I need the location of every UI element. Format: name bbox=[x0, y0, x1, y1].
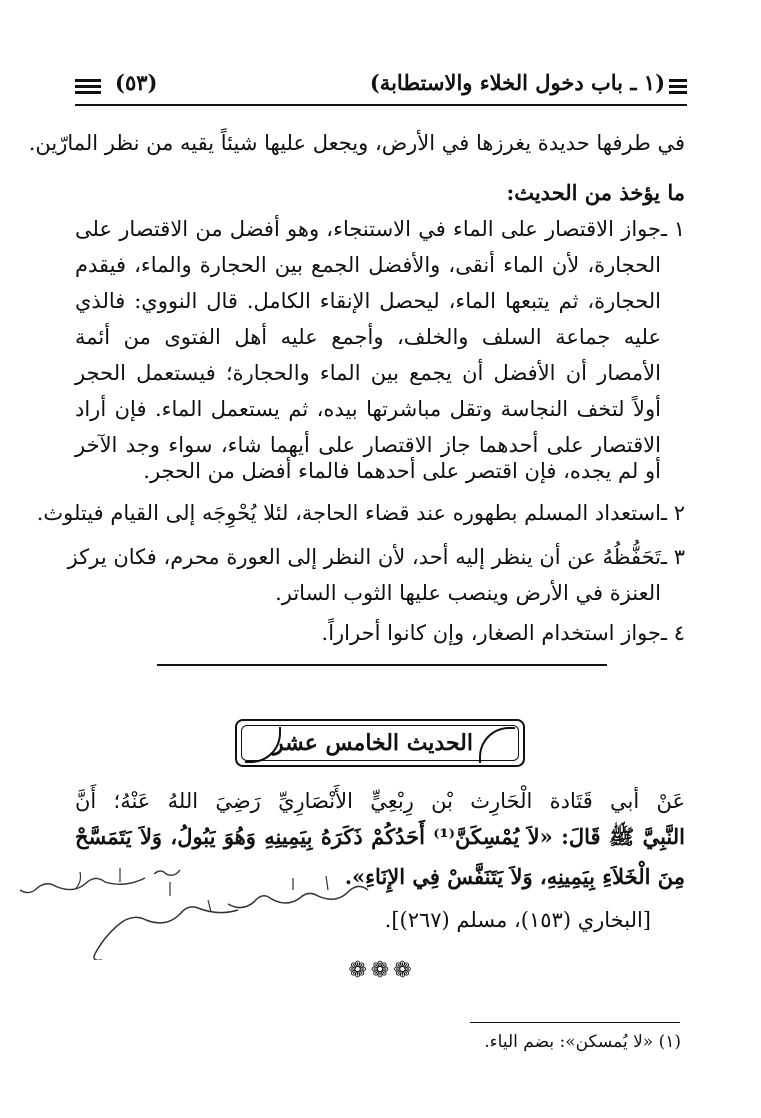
point-line: جواز استخدام الصغار، وإن كانوا أحراراً. bbox=[321, 621, 661, 645]
section-title: ما يؤخذ من الحديث: bbox=[506, 180, 685, 205]
point-line: استعداد المسلم بطهوره عند قضاء الحاجة، لئلا يُحْوِجَه إلى القيام فيتلوث. bbox=[36, 501, 661, 525]
point-number: ٣ ـ bbox=[660, 545, 685, 569]
point-line: الأمصار أن الأفضل أن يجمع بين الماء والحجارة؛ فيستعمل الحجر bbox=[75, 361, 661, 385]
header-ornament-right bbox=[669, 79, 687, 97]
hadith-line: مِنَ الْخَلاَءِ بِيَمِينِهِ، وَلاَ يَتَنَفَّسْ فِي الإِنَاءِ». bbox=[344, 864, 685, 889]
point-number: ١ ـ bbox=[660, 217, 685, 241]
header-ornament-left bbox=[75, 79, 101, 97]
point-line: العنزة في الأرض وينصب عليها الثوب الساتر. bbox=[275, 581, 661, 605]
point-line: تَحَفُّظُهُ عن أن ينظر إليه أحد، لأن النظر إلى العورة محرم، فكان يركز bbox=[67, 545, 661, 569]
header-rule bbox=[75, 104, 687, 106]
point-line: جواز الاقتصار على الماء في الاستنجاء، وهو أفضل من الاقتصار على bbox=[75, 217, 661, 241]
footnote: (١) «لا يُمسكن»: بضم الياء. bbox=[484, 1032, 681, 1052]
section-divider bbox=[157, 664, 607, 666]
point-line: أو لم يجده، فإن اقتصر على أحدهما فالماء أفضل من الحجر. bbox=[143, 459, 661, 483]
footnote-rule bbox=[470, 1022, 680, 1023]
section-end-ornament: ❁❁❁ bbox=[348, 958, 416, 983]
point-number: ٢ ـ bbox=[660, 501, 685, 525]
hadith-reference: [البخاري (١٥٣)، مسلم (٢٦٧)]. bbox=[384, 908, 651, 932]
frame-ornament-right bbox=[479, 727, 515, 763]
point-line: الاقتصار على أحدهما جاز الاقتصار على أيهما شاء، سواء وجد الآخر bbox=[75, 433, 661, 457]
hadith-heading: الحديث الخامس عشر bbox=[272, 730, 473, 756]
frame-ornament-left bbox=[245, 727, 281, 763]
hadith-heading-frame bbox=[235, 719, 525, 767]
running-header bbox=[75, 70, 687, 110]
point-line: الحجارة، ثم يتبعها الماء، ليحصل الإنقاء الكامل. قال النووي: فالذي bbox=[75, 289, 661, 313]
point-line: عليه جماعة السلف والخلف، وأجمع عليه أهل الفتوى من أئمة bbox=[75, 325, 661, 349]
chapter-title: (١ ـ باب دخول الخلاء والاستطابة) bbox=[369, 70, 665, 95]
hadith-line: النَّبِيَّ ﷺ قَالَ: «لاَ يُمْسِكَنَّ⁽¹⁾ أَحَدُكُمْ ذَكَرَهُ بِيَمِينِهِ وَهُوَ يَبُولُ، وَلاَ يَتَمَسَّحْ bbox=[75, 824, 685, 849]
point-number: ٤ ـ bbox=[660, 621, 685, 645]
point-line: أولاً لتخف النجاسة وتقل مباشرتها بيده، ثم يستعمل الماء. فإن أراد bbox=[75, 397, 661, 421]
hadith-line: عَنْ أبي قَتَادة الْحَارِث بْن رِبْعِيٍّ الأَنْصَارِيِّ رَضِيَ اللهُ عَنْهُ؛ أَنَّ bbox=[75, 789, 685, 813]
page-number: (٥٣) bbox=[115, 70, 158, 95]
intro-line: في طرفها حديدة يغرزها في الأرض، ويجعل عليها شيئاً يقيه من نظر المارّين. bbox=[28, 131, 685, 155]
point-line: الحجارة، لأن الماء أنقى، والأفضل الجمع بين الحجارة والماء، فيقدم bbox=[75, 253, 661, 277]
